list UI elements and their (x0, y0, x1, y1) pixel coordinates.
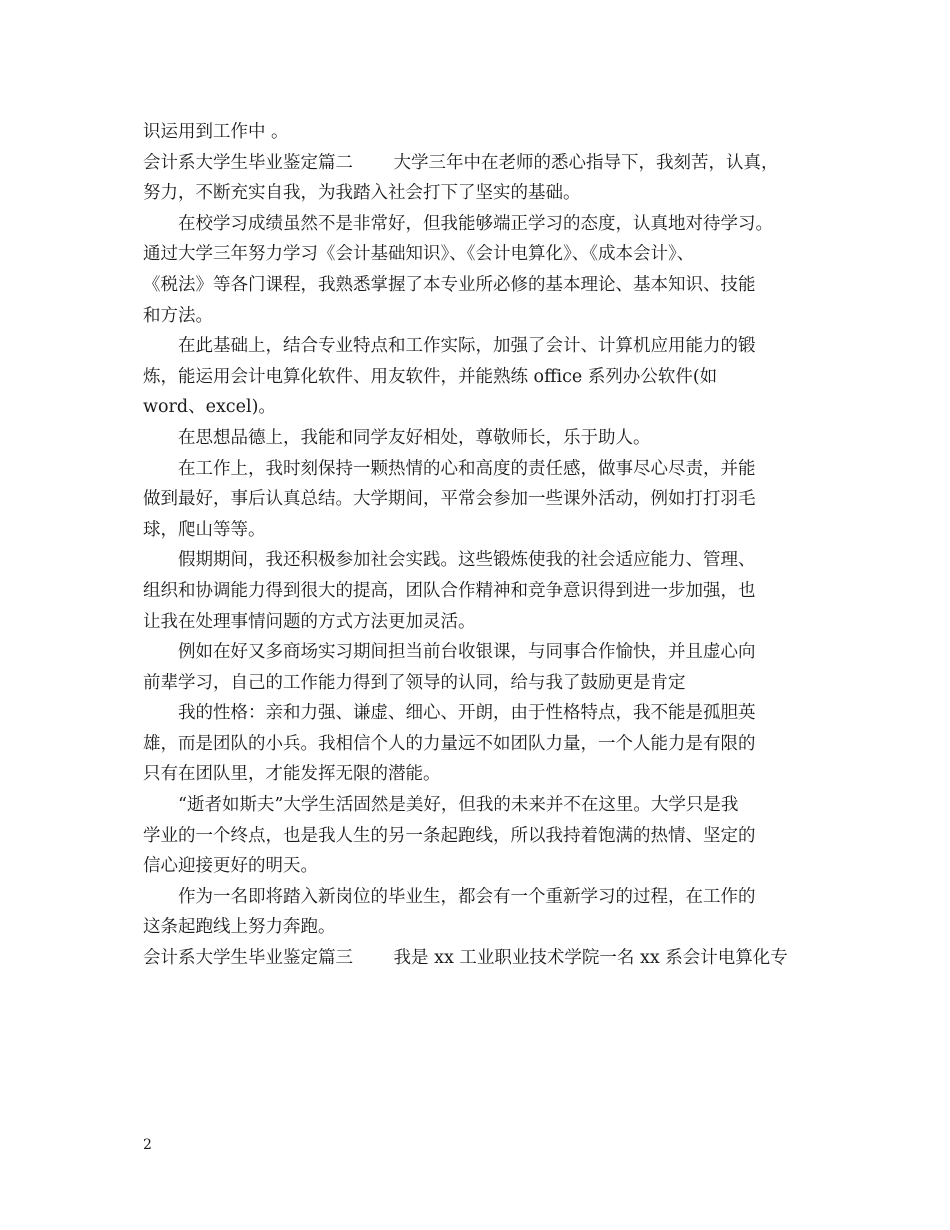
text-line: 前辈学习，自己的工作能力得到了领导的认同，给与我了鼓励更是肯定 (143, 672, 686, 693)
text-line: 例如在好又多商场实习期间担当前台收银课，与同事合作愉快，并且虚心向 (178, 642, 756, 663)
text-line: 在思想品德上，我能和同学友好相处，尊敬师长，乐于助人。 (178, 427, 651, 448)
text-line: 《税法》等各门课程，我熟悉掌握了本专业所必修的基本理论、基本知识、技能 (143, 274, 756, 295)
text-line: 学业的一个终点，也是我人生的另一条起跑线，所以我持着饱满的热情、坚定的 (143, 825, 756, 846)
text-line: 雄，而是团队的小兵。我相信个人的力量远不如团队力量，一个人能力是有限的 (143, 733, 756, 754)
text-line: 炼，能运用会计电算化软件、用友软件，并能熟练 office 系列办公软件(如 (143, 366, 718, 387)
text-line: 只有在团队里，才能发挥无限的潜能。 (143, 764, 441, 785)
text-line: “逝者如斯夫”大学生活固然是美好，但我的未来并不在这里。大学只是我 (178, 795, 739, 816)
text-line: 在工作上，我时刻保持一颗热情的心和高度的责任感，做事尽心尽责，并能 (178, 458, 756, 479)
text-line: 假期期间，我还积极参加社会实践。这些锻炼使我的社会适应能力、管理、 (178, 550, 756, 571)
text-line: 让我在处理事情问题的方式方法更加灵活。 (143, 611, 476, 632)
page-number: 2 (143, 1137, 152, 1153)
text-line: 信心迎接更好的明天。 (143, 856, 318, 877)
text-line: 会计系大学生毕业鉴定篇二 大学三年中在老师的悉心指导下，我刻苦，认真， (143, 152, 779, 173)
text-line: 识运用到工作中 。 (143, 122, 289, 142)
text-line: 会计系大学生毕业鉴定篇三 我是 xx 工业职业技术学院一名 xx 系会计电算化专 (143, 948, 788, 969)
text-line: 球，爬山等等。 (143, 519, 266, 540)
text-line: 努力，不断充实自我，为我踏入社会打下了坚实的基础。 (143, 183, 581, 204)
text-line: word、excel)。 (143, 397, 276, 418)
text-line: 我的性格：亲和力强、谦虚、细心、开朗，由于性格特点，我不能是孤胆英 (178, 703, 756, 724)
text-line: 通过大学三年努力学习《会计基础知识》、《会计电算化》、《成本会计》、 (143, 244, 695, 265)
text-line: 作为一名即将踏入新岗位的毕业生，都会有一个重新学习的过程，在工作的 (178, 886, 756, 907)
text-line: 在此基础上，结合专业特点和工作实际，加强了会计、计算机应用能力的锻 (178, 336, 756, 357)
document-body (143, 117, 813, 974)
text-line: 这条起跑线上努力奔跑。 (143, 917, 336, 938)
text-line: 组织和协调能力得到很大的提高，团队合作精神和竞争意识得到进一步加强，也 (143, 580, 756, 601)
text-line: 在校学习成绩虽然不是非常好，但我能够端正学习的态度，认真地对待学习。 (178, 213, 773, 234)
text-line: 和方法。 (143, 305, 213, 326)
text-line: 做到最好，事后认真总结。大学期间，平常会参加一些课外活动，例如打打羽毛 (143, 489, 756, 510)
